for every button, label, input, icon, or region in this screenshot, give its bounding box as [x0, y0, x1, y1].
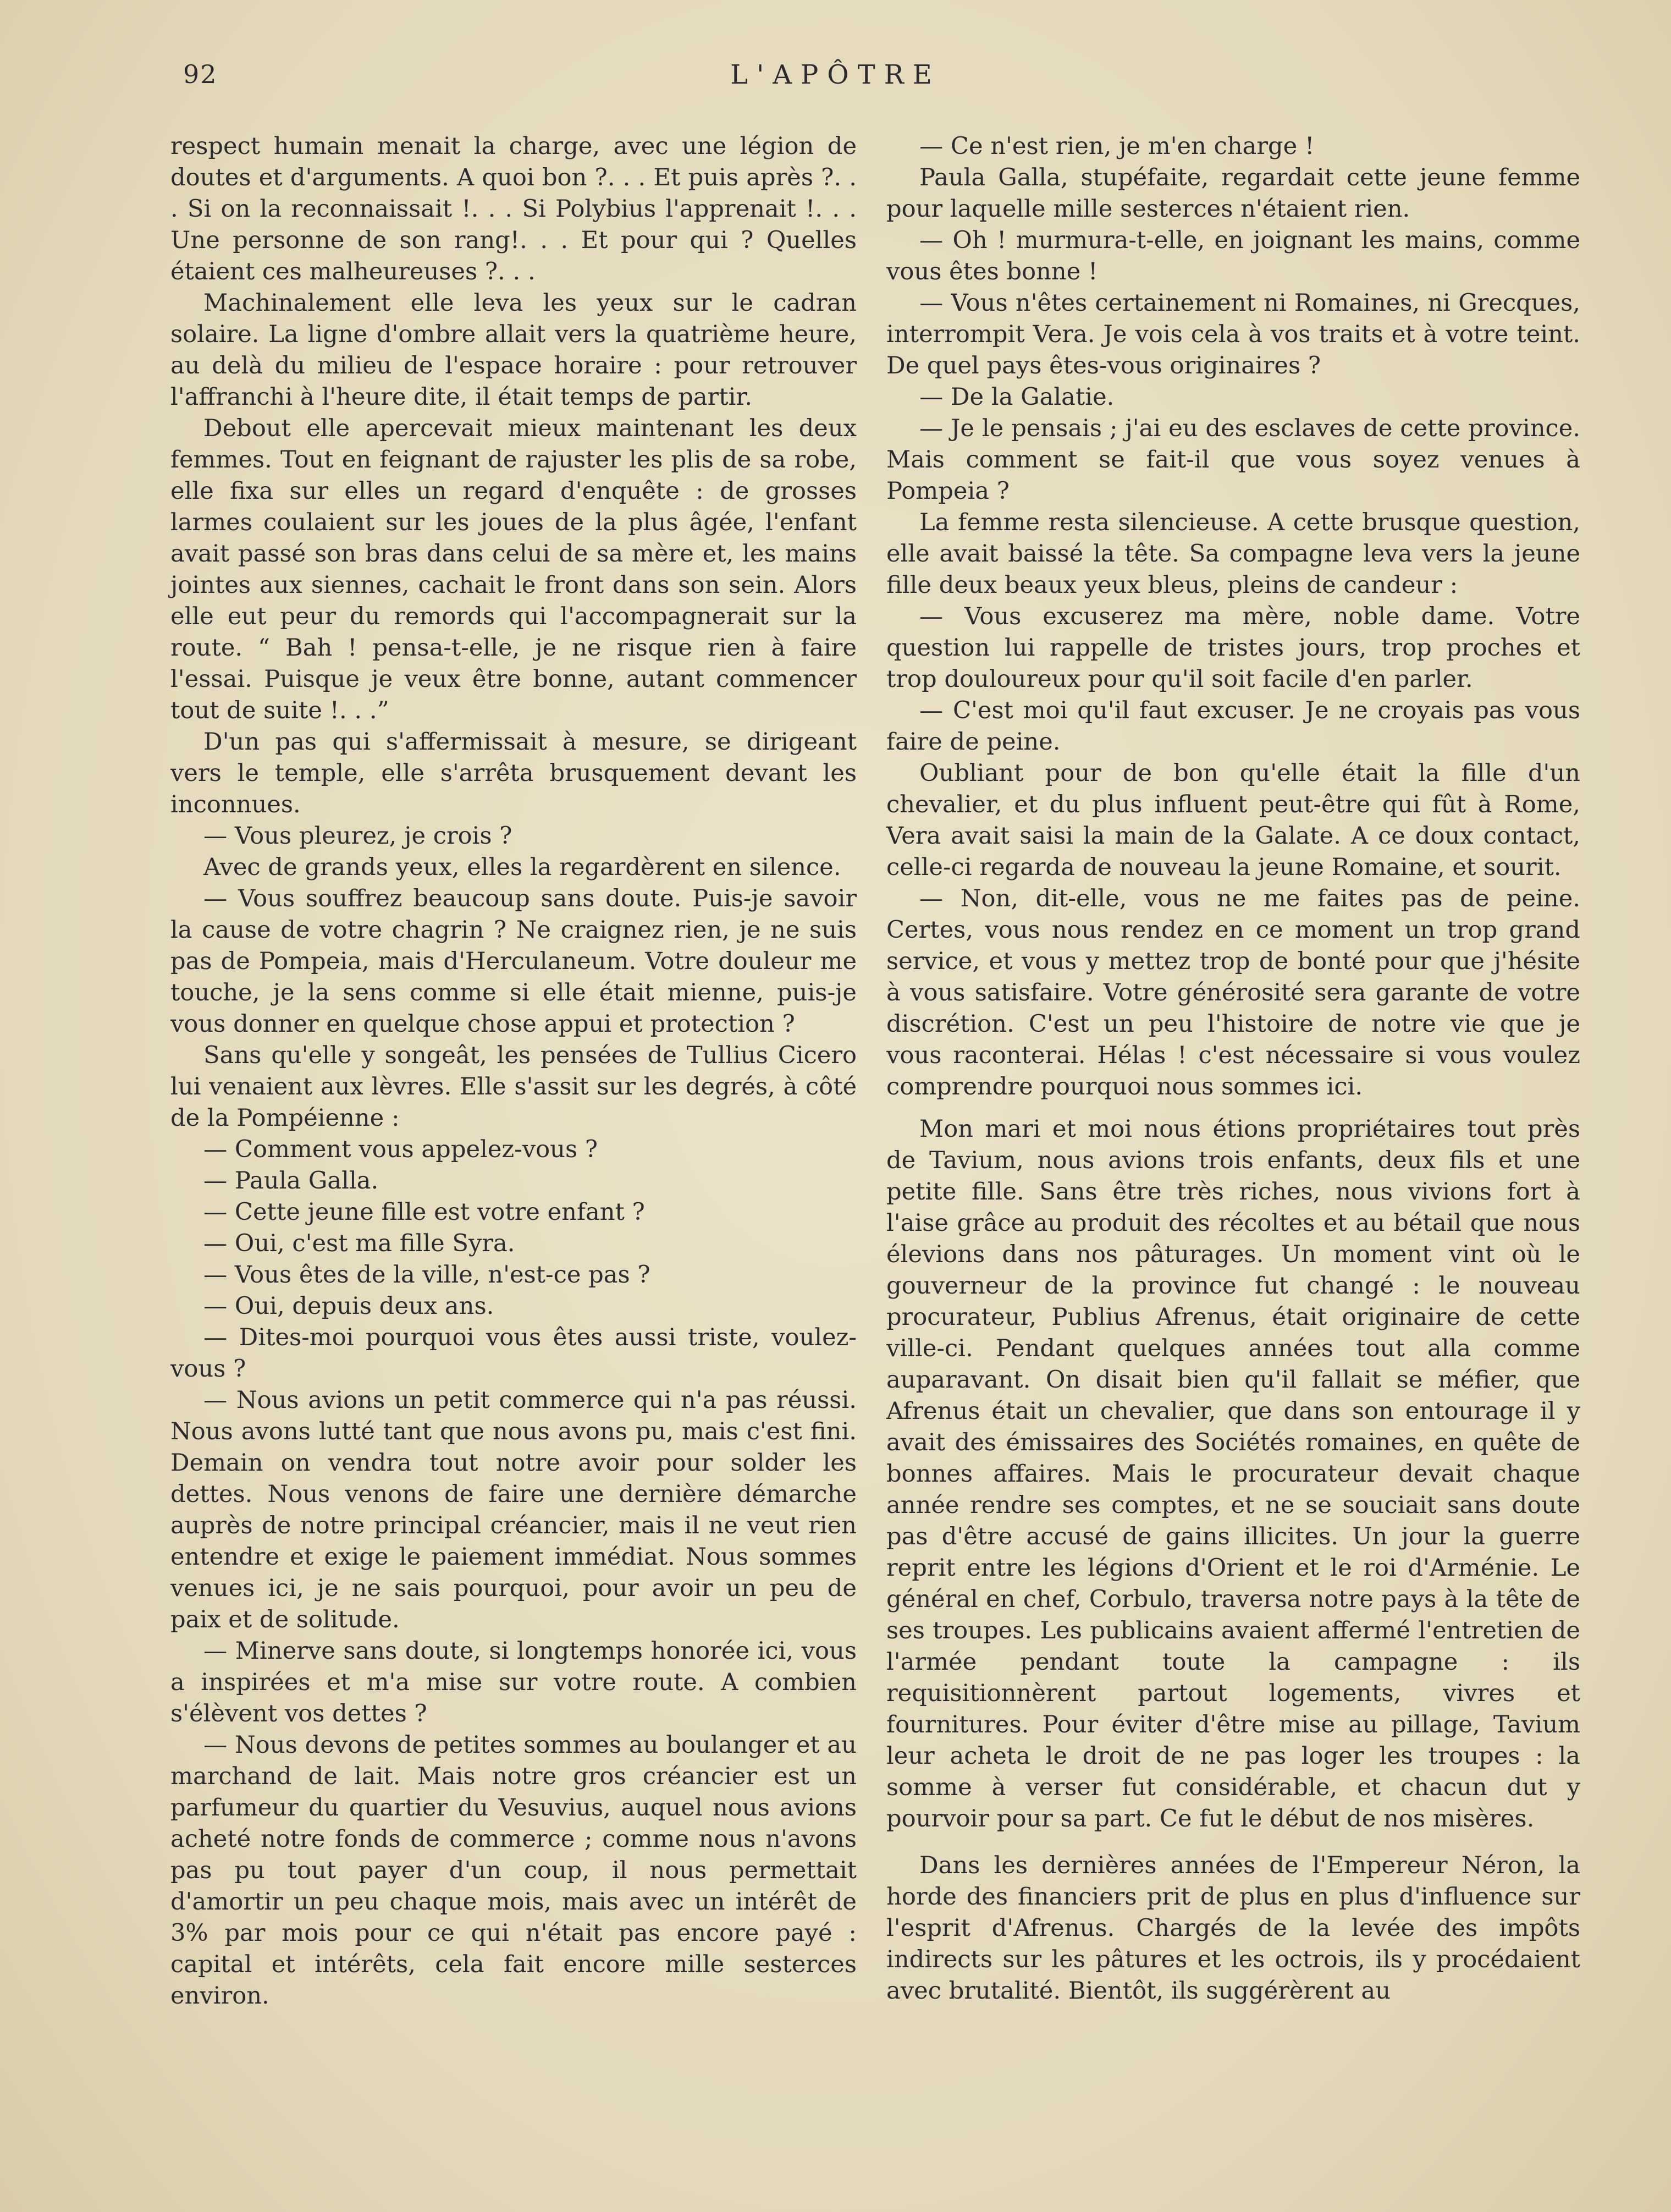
paragraph: — De la Galatie. [919, 383, 1115, 411]
paragraph: Sans qu'elle y songeât, les pensées de Tullius Cicero lui venaient aux lèvres. Elle s'assit sur les degrés, à côté de la Pompéienne : [170, 1042, 857, 1132]
paragraph: respect humain menait la charge, avec une légion de doutes et d'arguments. A quoi bon ?. . . Et puis après ?. . . Si on la reconnaissait !. . . Si Polybius l'apprenait !. . . Une personne de son rang!. . . Et pour qui ? Quelles étaient ces malheureuses ?. . . [170, 133, 857, 285]
paragraph: — Non, dit-elle, vous ne me faites pas de peine. Certes, vous nous rendez en ce moment un trop grand service, et vous y mettez trop de bonté pour que j'hésite à vous satisfaire. Votre générosité sera garante de votre discrétion. C'est un peu l'histoire de notre vie que je vous raconterai. Hélas ! c'est nécessaire si vous voulez comprendre pourquoi nous sommes ici. [886, 885, 1580, 1101]
paragraph: — Vous n'êtes certainement ni Romaines, ni Grecques, interrompit Vera. Je vois cela à vos traits et à votre teint. De quel pays êtes-vous originaires ? [886, 289, 1580, 379]
paragraph: — Minerve sans doute, si longtemps honorée ici, vous a inspirées et m'a mise sur votre route. A combien s'élèvent vos dettes ? [170, 1637, 857, 1727]
paragraph: — Je le pensais ; j'ai eu des esclaves de cette province. Mais comment se fait-il que vous soyez venues à Pompeia ? [886, 415, 1580, 505]
right-column [886, 131, 1580, 2007]
running-title: L'APÔTRE [730, 59, 941, 90]
page-header [0, 59, 1671, 98]
paragraph: — Vous êtes de la ville, n'est-ce pas ? [203, 1261, 650, 1289]
paragraph: Debout elle apercevait mieux maintenant les deux femmes. Tout en feignant de rajuster les plis de sa robe, elle fixa sur elles un regard d'enquête : de grosses larmes coulaient sur les joues de la plus âgée, l'enfant avait passé son bras dans celui de sa mère et, les mains jointes aux siennes, cachait le front dans son sein. Alors elle eut peur du remords qui l'accompagnerait sur la route. “ Bah ! pensa-t-elle, je ne risque rien à faire l'essai. Puisque je veux être bonne, autant commencer tout de suite !. . .” [170, 415, 857, 724]
paragraph: — Dites-moi pourquoi vous êtes aussi triste, voulez-vous ? [170, 1324, 857, 1383]
paragraph: — Nous avions un petit commerce qui n'a pas réussi. Nous avons lutté tant que nous avons pu, mais c'est fini. Demain on vendra tout notre avoir pour solder les dettes. Nous venons de faire une dernière démarche auprès de notre principal créancier, mais il ne veut rien entendre et exige le paiement immédiat. Nous sommes venues ici, je ne sais pourquoi, pour avoir un peu de paix et de solitude. [170, 1386, 857, 1633]
paragraph: — Vous excuserez ma mère, noble dame. Votre question lui rappelle de tristes jours, trop proches et trop douloureux pour qu'il soit facile d'en parler. [886, 603, 1580, 693]
paragraph: — Vous pleurez, je crois ? [203, 822, 512, 850]
paragraph: — Comment vous appelez-vous ? [203, 1136, 598, 1163]
paragraph: Machinalement elle leva les yeux sur le cadran solaire. La ligne d'ombre allait vers la quatrième heure, au delà du milieu de l'espace horaire : pour retrouver l'affranchi à l'heure dite, il était temps de partir. [170, 289, 857, 411]
paragraph: — C'est moi qu'il faut excuser. Je ne croyais pas vous faire de peine. [886, 697, 1580, 756]
paragraph: — Oui, c'est ma fille Syra. [203, 1230, 515, 1257]
paragraph: Avec de grands yeux, elles la regardèrent en silence. [203, 854, 841, 881]
paragraph: Oubliant pour de bon qu'elle était la fille d'un chevalier, et du plus influent peut-être qui fût à Rome, Vera avait saisi la main de la Galate. A ce doux contact, celle-ci regarda de nouveau la jeune Romaine, et sourit. [886, 760, 1580, 881]
page-number: 92 [183, 59, 218, 89]
paragraph: — Oh ! murmura-t-elle, en joignant les mains, comme vous êtes bonne ! [886, 227, 1580, 285]
paragraph: — Paula Galla. [203, 1167, 379, 1195]
paragraph: — Oui, depuis deux ans. [203, 1292, 494, 1320]
paragraph: Paula Galla, stupéfaite, regardait cette jeune femme pour laquelle mille sesterces n'étaient rien. [886, 164, 1580, 223]
paragraph: D'un pas qui s'affermissait à mesure, se dirigeant vers le temple, elle s'arrêta brusquement devant les inconnues. [170, 728, 857, 818]
paragraph: Dans les dernières années de l'Empereur Néron, la horde des financiers prit de plus en plus d'influence sur l'esprit d'Afrenus. Chargés de la levée des impôts indirects sur les pâtures et les octrois, ils y procédaient avec brutalité. Bientôt, ils suggérèrent au [886, 1852, 1580, 2005]
left-column [170, 131, 857, 2012]
paragraph: — Cette jeune fille est votre enfant ? [203, 1198, 645, 1226]
paragraph: La femme resta silencieuse. A cette brusque question, elle avait baissé la tête. Sa compagne leva vers la jeune fille deux beaux yeux bleus, pleins de candeur : [886, 509, 1580, 599]
paragraph: — Nous devons de petites sommes au boulanger et au marchand de lait. Mais notre gros créancier est un parfumeur du quartier du Vesuvius, auquel nous avions acheté notre fonds de commerce ; comme nous n'avons pas pu tout payer d'un coup, il nous permettait d'amortir un peu chaque mois, mais avec un intérêt de 3% par mois pour ce qui n'était pas encore payé : capital et intérêts, cela fait encore mille sesterces environ. [170, 1731, 857, 2010]
paragraph: — Vous souffrez beaucoup sans doute. Puis-je savoir la cause de votre chagrin ? Ne craignez rien, je ne suis pas de Pompeia, mais d'Herculaneum. Votre douleur me touche, je la sens comme si elle était mienne, puis-je vous donner en quelque chose appui et protection ? [170, 885, 857, 1038]
paragraph: Mon mari et moi nous étions propriétaires tout près de Tavium, nous avions trois enfants, deux fils et une petite fille. Sans être très riches, nous vivions fort à l'aise grâce au produit des récoltes et au bétail que nous élevions dans nos pâturages. Un moment vint où le gouverneur de la province fut changé : le nouveau procurateur, Publius Afrenus, était originaire de cette ville-ci. Pendant quelques années tout alla comme auparavant. On disait bien qu'il fallait se méfier, que Afrenus était un chevalier, que dans son entourage il y avait des émissaires des Sociétés romaines, en quête de bonnes affaires. Mais le procurateur devait chaque année rendre ses comptes, et ne se souciait sans doute pas d'être accusé de gains illicites. Un jour la guerre reprit entre les légions d'Orient et le roi d'Arménie. Le général en chef, Corbulo, traversa notre pays à la tête de ses troupes. Les publicains avaient affermé l'entretien de l'armée pendant toute la campagne : ils requisitionnèrent partout logements, vivres et fournitures. Pour éviter d'être mise au pillage, Tavium leur acheta le droit de ne pas loger les troupes : la somme à verser fut considérable, et chacun dut y pourvoir pour sa part. Ce fut le début de nos misères. [886, 1115, 1580, 1833]
paragraph: — Ce n'est rien, je m'en charge ! [919, 133, 1315, 160]
